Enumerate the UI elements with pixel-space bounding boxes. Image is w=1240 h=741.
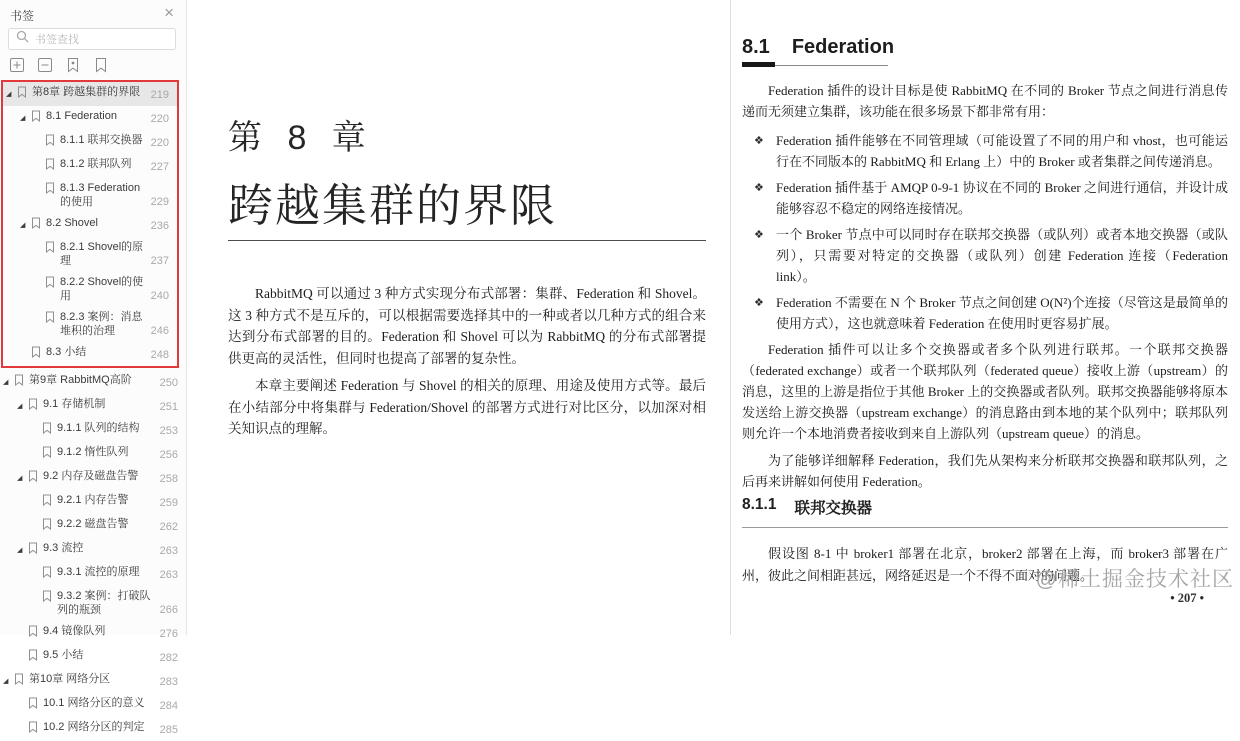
bookmark-icon <box>28 648 40 665</box>
bookmark-item[interactable] <box>3 237 177 272</box>
diamond-bullet-icon: ❖ <box>754 296 764 309</box>
bookmark-item[interactable] <box>3 272 177 307</box>
caret-spacer <box>34 133 45 136</box>
heading-bar <box>742 62 775 67</box>
bullet-list <box>742 130 1228 334</box>
section-heading-number: 8.1 <box>742 36 770 58</box>
page-right <box>742 0 1234 635</box>
chapter-number: 第 8 章 <box>228 119 374 157</box>
bookmark-icon <box>45 157 57 174</box>
bookmark-item[interactable] <box>0 693 186 717</box>
page-separator <box>730 0 731 635</box>
bookmark-page: 220 <box>150 113 169 125</box>
page-number: • 207 • <box>1170 591 1204 605</box>
bookmark-label: 9.1 存储机制 <box>43 398 106 410</box>
bookmark-page: 251 <box>159 401 178 413</box>
bookmark-label: 8.3 小结 <box>46 346 87 358</box>
bullet-item <box>742 292 1228 334</box>
diamond-bullet-icon: ❖ <box>754 181 764 194</box>
bookmark-icon <box>28 720 40 737</box>
paragraph: 为了能够详细解释 Federation，我们先从架构来分析联邦交换器和联邦队列，之后再来讲解如何使用 Federation。 <box>742 453 1228 489</box>
bookmark-item[interactable] <box>0 490 186 514</box>
caret-expanded-icon[interactable]: ◢ <box>17 547 23 554</box>
bookmark-label: 9.5 小结 <box>43 649 84 661</box>
panel-title: 书签 <box>10 9 35 23</box>
bookmark-icon <box>42 517 54 534</box>
bookmark-page: 285 <box>159 724 178 736</box>
caret-spacer <box>34 310 45 313</box>
caret-spacer <box>31 445 42 448</box>
chapter-title: 跨越集群的界限 <box>228 180 558 231</box>
bookmark-page: 283 <box>159 676 178 688</box>
bookmark-page: 220 <box>150 137 169 149</box>
bookmark-item[interactable] <box>3 178 177 213</box>
caret-spacer <box>34 240 45 243</box>
bookmark-item[interactable] <box>0 442 186 466</box>
bookmark-label: 9.1.1 队列的结构 <box>57 422 140 434</box>
bullet-text: Federation 插件能够在不同管理域（可能设置了不同的用户和 vhost，也可能运行在不同版本的 RabbitMQ 和 Erlang 上）中的 Broker 或者集群之间传递消息。 <box>776 133 1228 169</box>
bookmark-item[interactable] <box>3 213 177 237</box>
paragraph: 假设图 8-1 中 broker1 部署在北京，broker2 部署在上海，而 broker3 部署在广州，彼此之间相距甚远，网络延迟是一个不得不面对的问题。 <box>742 546 1228 583</box>
caret-spacer <box>34 181 45 184</box>
bookmark-item[interactable] <box>0 394 186 418</box>
bookmark-item[interactable] <box>3 154 177 178</box>
bookmark-label: 9.2.2 磁盘告警 <box>57 518 129 530</box>
bookmark-page: 259 <box>159 497 178 509</box>
bookmark-item[interactable] <box>3 130 177 154</box>
caret-spacer <box>34 275 45 278</box>
subsection-title: 联邦交换器 <box>794 500 872 517</box>
bookmark-item[interactable] <box>0 669 186 693</box>
bookmark-label: 8.2.3 案例：消息堆积的治理 <box>60 311 143 337</box>
caret-spacer <box>17 720 28 723</box>
bookmark-item[interactable] <box>0 621 186 645</box>
caret-spacer <box>31 589 42 592</box>
bookmark-label: 9.2 内存及磁盘告警 <box>43 470 139 482</box>
bookmark-label: 8.2.2 Shovel的使用 <box>60 276 144 302</box>
red-highlight-annotation <box>1 80 179 368</box>
bookmark-icon <box>31 216 43 233</box>
search-placeholder: 书签查找 <box>35 34 79 46</box>
bookmark-page: 284 <box>159 700 178 712</box>
bookmark-page: 237 <box>150 255 169 267</box>
close-panel-icon[interactable]: × <box>164 3 174 22</box>
bookmark-page: 282 <box>159 652 178 664</box>
bookmark-flag-icon[interactable] <box>92 56 109 73</box>
bookmark-icon <box>42 493 54 510</box>
diamond-bullet-icon: ❖ <box>754 228 764 241</box>
caret-spacer <box>31 421 42 424</box>
diamond-bullet-icon: ❖ <box>754 134 764 147</box>
bookmark-item[interactable] <box>0 418 186 442</box>
bookmark-item[interactable] <box>3 307 177 342</box>
bookmark-icon <box>45 240 57 257</box>
bookmark-item[interactable] <box>0 562 186 586</box>
caret-spacer <box>31 565 42 568</box>
bookmark-label: 10.1 网络分区的意义 <box>43 697 145 709</box>
bookmark-icon <box>42 445 54 462</box>
bookmark-page: 266 <box>159 604 178 616</box>
bookmark-label: 9.2.1 内存告警 <box>57 494 129 506</box>
bookmark-label: 第9章 RabbitMQ高阶 <box>29 374 132 386</box>
bookmark-icon <box>45 133 57 150</box>
bullet-item <box>742 224 1228 287</box>
paragraph: Federation 插件可以让多个交换器或者多个队列进行联邦。一个联邦交换器（federated exchange）或者一个联邦队列（federated queue）接收上游（upstream）的消息，这里的上游是指位于其他 Broker 上的交换器或者队列。联邦交换器能够将原本发送给上游交换器（upstream exchange）的消息路由到本地的某个队列中；联邦队列则允许一个本地消费者接收到来自上游队列（upstream queue）的消息。 <box>742 342 1228 441</box>
bookmark-page: 219 <box>150 89 169 101</box>
bookmark-icon <box>14 672 26 689</box>
bullet-text: Federation 插件基于 AMQP 0-9-1 协议在不同的 Broker 之间进行通信，并设计成能够容忍不稳定的网络连接情况。 <box>776 180 1228 216</box>
bookmark-label: 8.2.1 Shovel的原理 <box>60 241 144 267</box>
search-icon <box>16 30 29 48</box>
bookmark-icon <box>17 85 29 102</box>
subsection-heading <box>742 496 1228 528</box>
bookmark-icon <box>28 397 40 414</box>
bookmark-icon <box>31 109 43 126</box>
caret-spacer <box>17 696 28 699</box>
bookmark-label: 9.3.1 流控的原理 <box>57 566 140 578</box>
bookmark-item[interactable] <box>3 342 177 366</box>
bookmark-icon <box>28 541 40 558</box>
caret-spacer <box>17 648 28 651</box>
bookmark-page: 250 <box>159 377 178 389</box>
bullet-text: 一个 Broker 节点中可以同时存在联邦交换器（或队列）或者本地交换器（或队列），只需要对特定的交换器（或队列）创建 Federation 连接（Federation link）。 <box>776 227 1228 284</box>
bookmark-item[interactable] <box>0 645 186 669</box>
bookmark-search-input[interactable] <box>8 28 176 50</box>
bookmark-item[interactable] <box>0 370 186 394</box>
bookmark-page: 258 <box>159 473 178 485</box>
bookmarks-panel <box>0 0 187 736</box>
bookmark-label: 8.1.2 联邦队列 <box>60 158 132 170</box>
bookmark-label: 9.4 镜像队列 <box>43 625 106 637</box>
chapter-rule <box>228 240 706 241</box>
bookmark-icon <box>28 469 40 486</box>
bookmark-page: 240 <box>150 290 169 302</box>
bookmark-page: 263 <box>159 569 178 581</box>
bullet-item <box>742 177 1228 219</box>
paragraph: Federation 插件的设计目标是使 RabbitMQ 在不同的 Broker 节点之间进行消息传递而无须建立集群，该功能在很多场景下都非常有用： <box>742 83 1228 119</box>
bookmark-icon <box>28 696 40 713</box>
bookmark-item[interactable] <box>0 717 186 741</box>
bookmark-icon <box>45 275 57 292</box>
add-bookmark-icon[interactable] <box>64 56 81 73</box>
caret-expanded-icon[interactable]: ◢ <box>17 475 23 482</box>
caret-spacer <box>31 517 42 520</box>
bookmark-label: 8.2 Shovel <box>46 217 98 229</box>
bookmark-page: 256 <box>159 449 178 461</box>
bookmark-page: 246 <box>150 325 169 337</box>
document-view[interactable] <box>188 0 1240 635</box>
bookmark-label: 8.1.1 联邦交换器 <box>60 134 143 146</box>
bookmark-page: 263 <box>159 545 178 557</box>
bookmarks-panel-header <box>0 0 186 26</box>
bookmark-label: 8.1 Federation <box>46 110 117 122</box>
section-body <box>742 80 1228 492</box>
bookmark-item[interactable] <box>0 538 186 562</box>
bullet-text: Federation 不需要在 N 个 Broker 节点之间创建 O(N²)个连接（尽管这是最简单的使用方式），这也就意味着 Federation 在使用时更容易扩展。 <box>776 295 1228 331</box>
bookmark-icon <box>45 181 57 198</box>
caret-expanded-icon[interactable]: ◢ <box>3 678 9 685</box>
caret-spacer <box>31 493 42 496</box>
section-heading <box>742 36 894 59</box>
caret-expanded-icon[interactable]: ◢ <box>6 91 12 98</box>
caret-spacer <box>20 345 31 348</box>
collapse-all-bookmarks-icon[interactable] <box>36 56 53 73</box>
bookmark-item[interactable] <box>3 106 177 130</box>
bookmark-label: 第8章 跨越集群的界限 <box>32 86 141 98</box>
bookmark-icon <box>31 345 43 362</box>
bookmark-icon <box>45 310 57 327</box>
bookmark-tree <box>0 80 186 741</box>
watermark: @稀土掘金技术社区 <box>1035 568 1234 591</box>
caret-spacer <box>34 157 45 160</box>
bookmark-icon <box>42 589 54 606</box>
bookmark-item[interactable] <box>0 586 186 621</box>
caret-expanded-icon[interactable]: ◢ <box>3 379 9 386</box>
page-left <box>228 0 706 440</box>
caret-expanded-icon[interactable]: ◢ <box>17 403 23 410</box>
bookmark-icon <box>14 373 26 390</box>
bookmark-item[interactable] <box>0 514 186 538</box>
bookmark-label: 9.3.2 案例：打破队列的瓶颈 <box>57 590 151 616</box>
caret-expanded-icon[interactable]: ◢ <box>20 222 26 229</box>
bookmark-icon <box>42 565 54 582</box>
bookmark-item[interactable] <box>0 466 186 490</box>
subsection-number: 8.1.1 <box>742 496 777 513</box>
bullet-item <box>742 130 1228 172</box>
bookmarks-toolbar <box>8 56 109 73</box>
bookmark-label: 9.3 流控 <box>43 542 84 554</box>
bookmark-page: 229 <box>150 196 169 208</box>
bookmark-page: 227 <box>150 161 169 173</box>
bookmark-page: 276 <box>159 628 178 640</box>
bookmark-icon <box>42 421 54 438</box>
bookmark-label: 第10章 网络分区 <box>29 673 111 685</box>
bookmark-page: 253 <box>159 425 178 437</box>
section-heading-title: Federation <box>791 36 895 58</box>
bookmark-page: 262 <box>159 521 178 533</box>
bookmark-icon <box>28 624 40 641</box>
caret-spacer <box>17 624 28 627</box>
paragraph: RabbitMQ 可以通过 3 种方式实现分布式部署：集群、Federation 和 Shovel。这 3 种方式不是互斥的，可以根据需要选择其中的一种或者以几种方式的组合来达到分布式部署的目的。Federation 和 Shovel 可以为 RabbitMQ 的分布式部署提供更高的灵活性，但同时也提高了部署的复杂性。 <box>228 286 706 366</box>
bookmark-label: 8.1.3 Federation的使用 <box>60 182 141 208</box>
bookmark-label: 9.1.2 惰性队列 <box>57 446 129 458</box>
bookmark-label: 10.2 网络分区的判定 <box>43 721 145 733</box>
bookmark-page: 236 <box>150 220 169 232</box>
bookmark-item[interactable] <box>3 82 177 106</box>
paragraph: 本章主要阐述 Federation 与 Shovel 的相关的原理、用途及使用方式等。最后在小结部分中将集群与 Federation/Shovel 的部署方式进行对比区分，以加深对相关知识点的理解。 <box>228 378 706 436</box>
caret-expanded-icon[interactable]: ◢ <box>20 115 26 122</box>
bookmark-page: 248 <box>150 349 169 361</box>
expand-all-bookmarks-icon[interactable] <box>8 56 25 73</box>
